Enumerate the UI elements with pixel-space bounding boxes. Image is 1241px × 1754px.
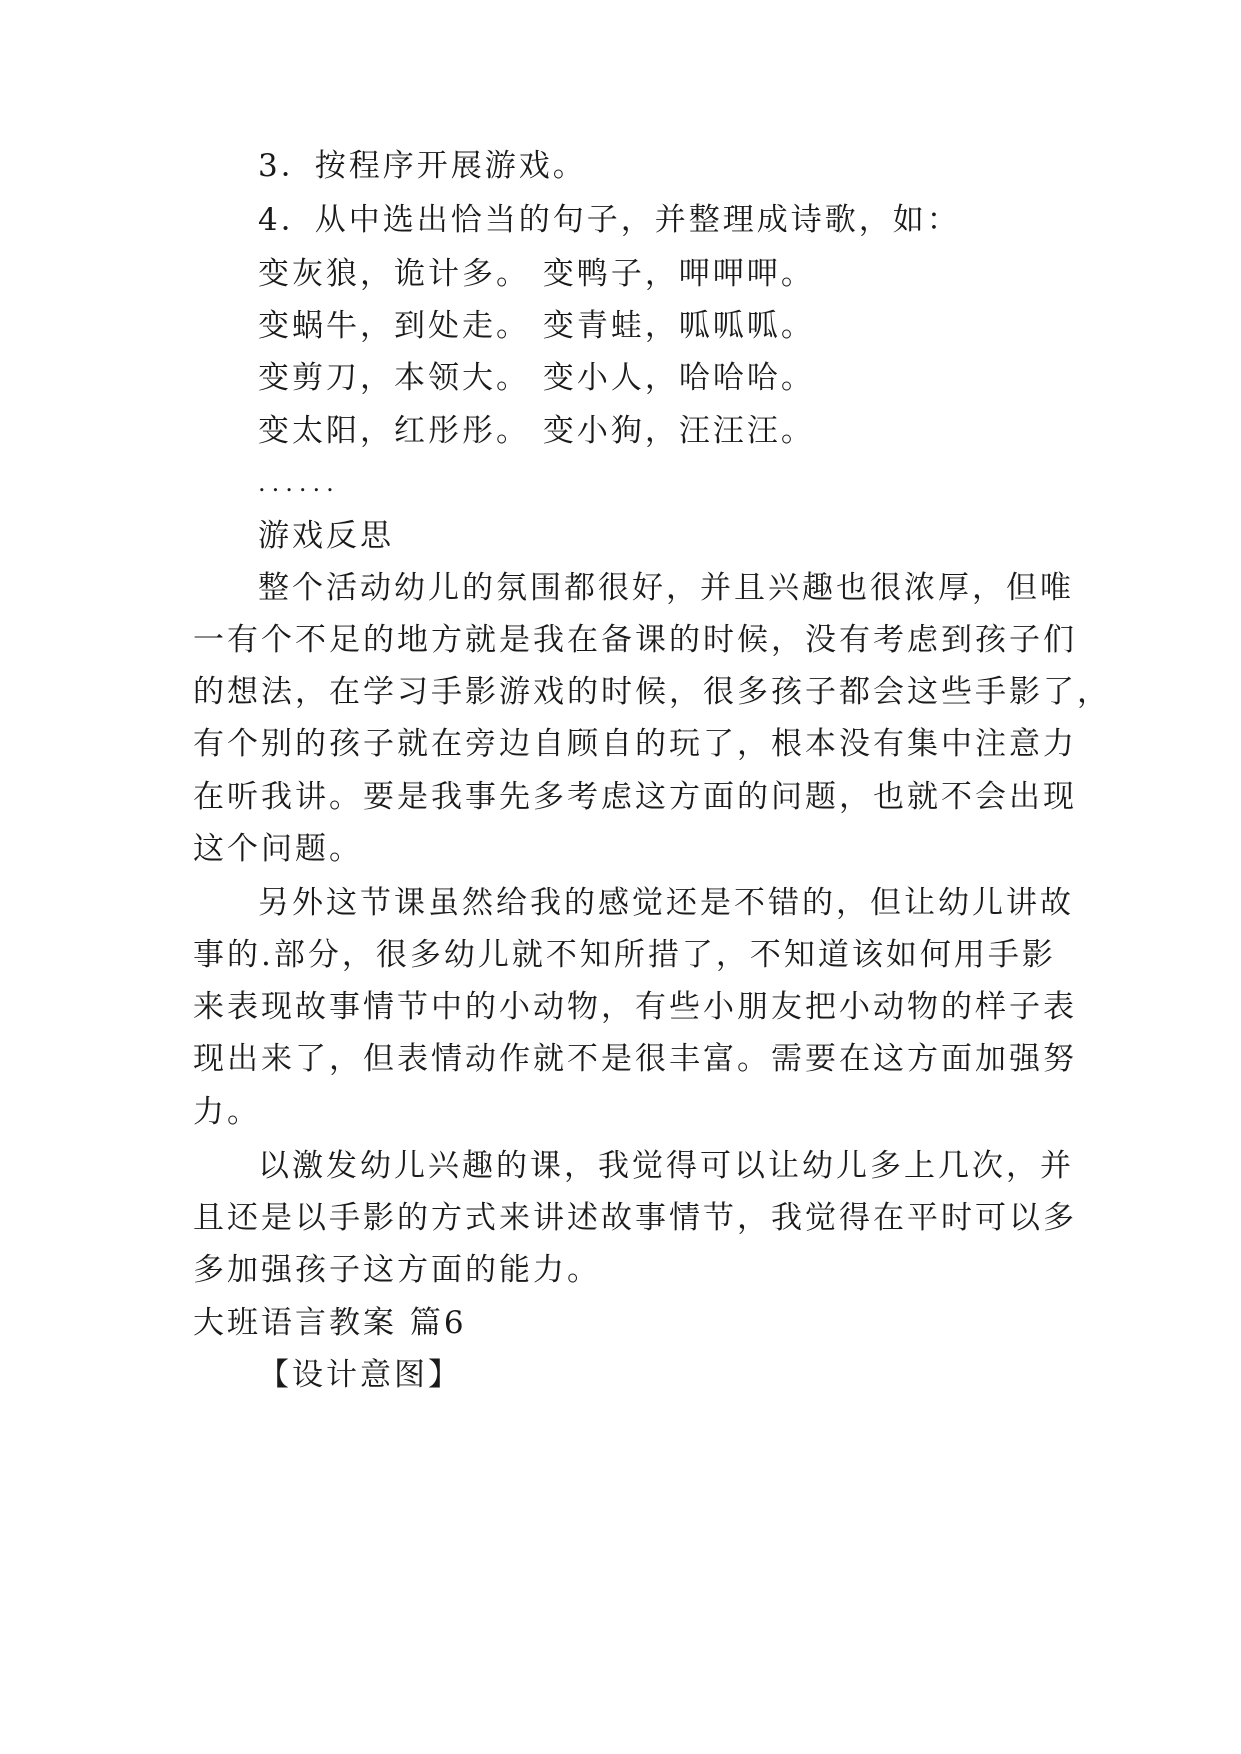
step-3: 3．按程序开展游戏。: [258, 148, 587, 184]
paragraph-line: 在听我讲。要是我事先多考虑这方面的问题，也就不会出现: [193, 779, 1077, 815]
next-section-subtitle: 【设计意图】: [258, 1357, 462, 1393]
paragraph-line: 且还是以手影的方式来讲述故事情节，我觉得在平时可以多: [193, 1200, 1077, 1236]
poem-line-4: 变太阳，红彤彤。 变小狗，汪汪汪。: [258, 413, 815, 449]
paragraph-line: 来表现故事情节中的小动物，有些小朋友把小动物的样子表: [193, 989, 1077, 1025]
paragraph-line: 整个活动幼儿的氛围都很好，并且兴趣也很浓厚，但唯: [258, 570, 1074, 606]
paragraph-line: 一有个不足的地方就是我在备课的时候，没有考虑到孩子们: [193, 622, 1077, 658]
paragraph-line: 另外这节课虽然给我的感觉还是不错的，但让幼儿讲故: [258, 885, 1074, 921]
paragraph-line: 的想法，在学习手影游戏的时候，很多孩子都会这些手影了，: [193, 674, 1111, 710]
poem-line-2: 变蜗牛，到处走。 变青蛙，呱呱呱。: [258, 308, 815, 344]
section-heading: 游戏反思: [258, 518, 394, 554]
paragraph-line: 这个问题。: [193, 831, 363, 867]
step-4: 4．从中选出恰当的句子，并整理成诗歌，如：: [258, 202, 961, 238]
ellipsis: ......: [258, 469, 340, 497]
poem-line-1: 变灰狼，诡计多。 变鸭子，呷呷呷。: [258, 256, 815, 292]
paragraph-line: 力。: [193, 1094, 261, 1130]
poem-line-3: 变剪刀，本领大。 变小人，哈哈哈。: [258, 360, 815, 396]
paragraph-line: 事的.部分，很多幼儿就不知所措了，不知道该如何用手影: [193, 937, 1056, 973]
paragraph-line: 以激发幼儿兴趣的课，我觉得可以让幼儿多上几次，并: [258, 1148, 1074, 1184]
paragraph-line: 现出来了，但表情动作就不是很丰富。需要在这方面加强努: [193, 1041, 1077, 1077]
paragraph-line: 有个别的孩子就在旁边自顾自的玩了，根本没有集中注意力: [193, 726, 1077, 762]
paragraph-line: 多加强孩子这方面的能力。: [193, 1252, 601, 1288]
next-section-title: 大班语言教案 篇6: [193, 1305, 467, 1341]
